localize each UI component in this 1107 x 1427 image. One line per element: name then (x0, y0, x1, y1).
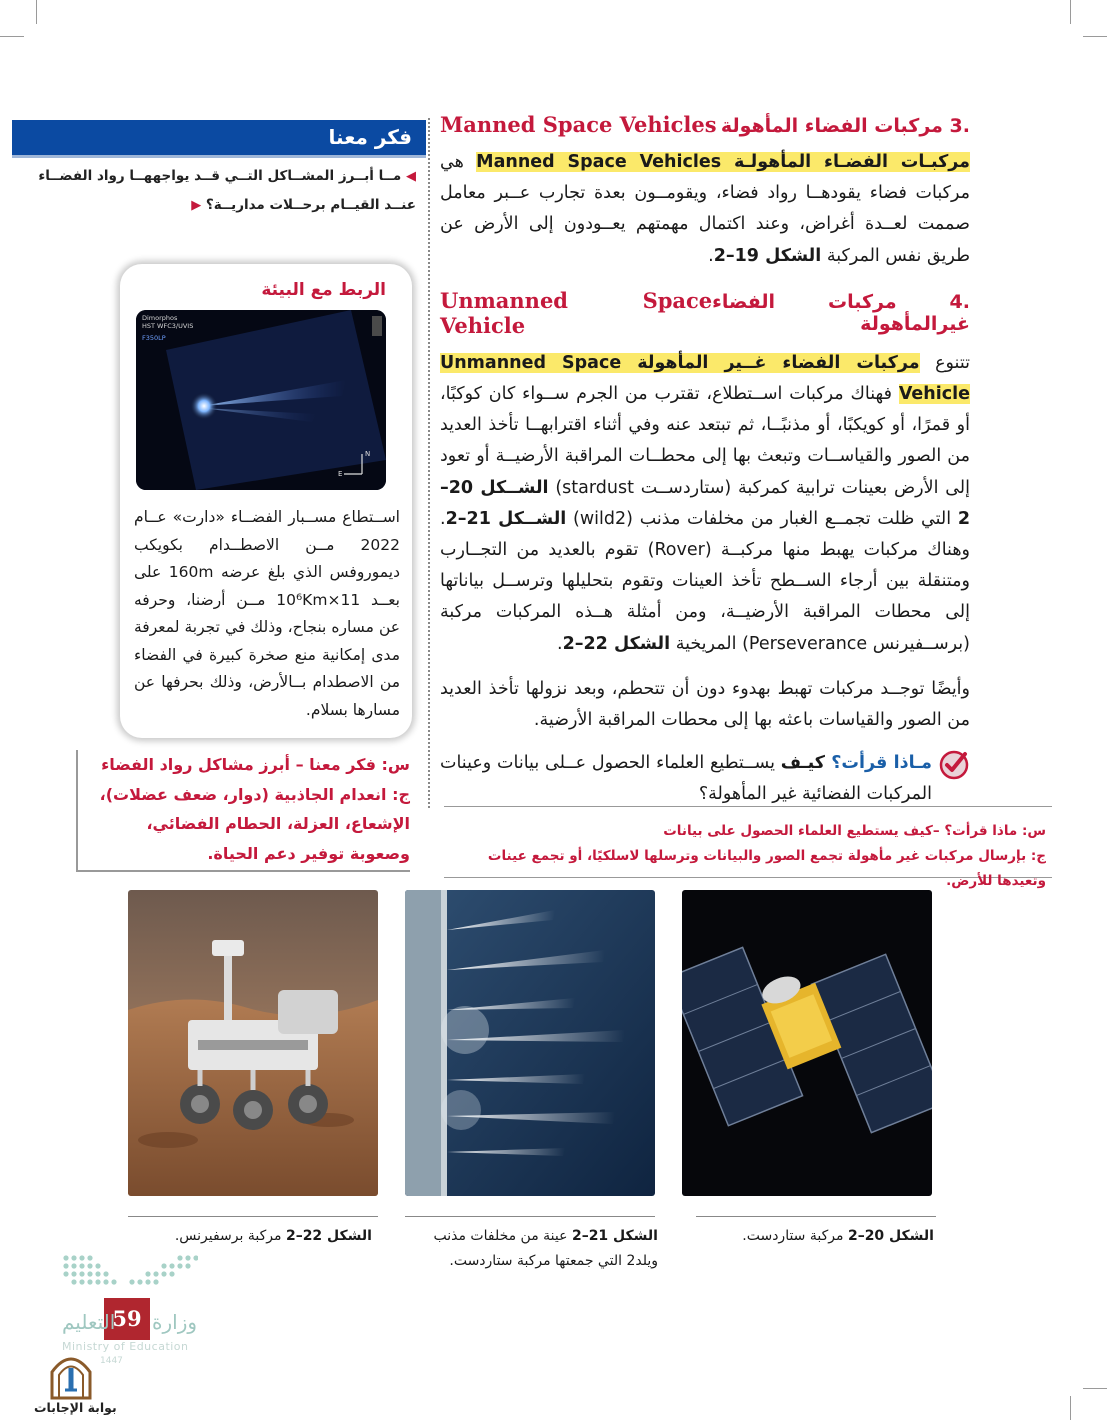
image-label: HST WFC3/UVIS (142, 322, 194, 330)
crop-mark (1070, 0, 1071, 24)
fig-ref: الشــكل 21–2 (445, 508, 567, 529)
section-4-title-ar: مركبات الفضاء غيرالمأهولة (712, 290, 970, 335)
column-divider (428, 118, 430, 808)
section-3-paragraph: مركبـات الفضـاء المأهولـة Manned Space Vehicles هي مركبات فضاء يقودهــا رواد فضاء، ويقومــون بعدة تجارب عــبر معامل صممت لعــدة أغراض، وعند اكتمال مهمتهم يعــودون إلى الأرض عن طريق نفس المركبة الشكل 19–2. (440, 152, 970, 266)
section-3-title-en: Manned Space Vehicles (440, 112, 717, 137)
triangle-left-icon: ◀ (406, 169, 416, 184)
section-4-title-en: Unmanned Space Vehicle (440, 287, 713, 338)
crop-mark (1083, 36, 1107, 37)
ministry-year: 1447 (100, 1356, 123, 1366)
reading-check-question: يســتطيع العلماء الحصول عــلى بيانات وعينات المركبات الفضائية غير المأهولة؟ (440, 753, 932, 805)
think-with-us-header: فكر معنا (12, 120, 426, 158)
section-4-paragraph-2: وأيضًا توجــد مركبات تهبط بهدوء دون أن تتحطم، وبعد نزولها تأخذ العديد من الصور والقياسات باعثه بها إلى محطات المراقبة الأرضية. (440, 678, 970, 731)
caption-divider (128, 1216, 378, 1217)
figure-21-caption: الشكل 21–2 عينة من مخلفات مذنب ويلد2 التي جمعتها مركبة ستاردست. (433, 1228, 658, 1269)
figure-22-caption: الشكل 22–2 مركبة برسفيرنس. (174, 1228, 372, 1244)
crop-mark (1070, 1396, 1071, 1420)
think-answer-question: س: فكر معنا – أبرز مشاكل رواد الفضاء (101, 755, 410, 774)
perseverance-rover-photo (128, 890, 378, 1196)
image-label: Dimorphos (142, 314, 178, 322)
manned-term: مركبـات الفضـاء المأهولـة Manned Space Vehicles (476, 152, 970, 172)
fig-ref: الشكل 22–2 (562, 633, 671, 654)
comet-dust-sample-photo (405, 890, 655, 1196)
section-3-heading (440, 112, 970, 137)
checkmark-icon (938, 748, 970, 780)
fig-ref: الشــكل 20–2 (440, 477, 971, 529)
crop-mark (36, 0, 37, 24)
section-4-number: .4 (949, 290, 970, 313)
page-number: 59 (104, 1298, 150, 1340)
section-4-heading (440, 288, 970, 338)
section-4-paragraph: تتنوع مركبات الفضاء غــير المأهولة Unmanned Space Vehicle فهناك مركبات اســتطلاع، تقترب من الجرم ســواء كان كوكبًا، أو قمرًا، أو كويكبًا، أو مذنبًــا، ثم تبتعد عنه وفي أثناء اقترابهــا تأخذ العديد من الصور والقياســات وتبعث بها إلى محطــات المراقبة الأرضيــة أو تعود إلى الأرض بعينات ترابية كمركبة (ستاردســت stardust) الشــكل 20–2 التي ظلت تجمــع الغبار من مخلفات مذنب (wild2) الشــكل 21–2. وهناك مركبات يهبط منها مركبــة (Rover) تقوم بالعديد من التجــارب ومتنقلة بين أرجاء الســطح تأخذ العينات وتقوم بتحليلها وترســل بياناتها إلى محطات المراقبة الأرضيــة، ومن أمثلة هــذه المركبات مركبة (برســفيرنس Perseverance) المريخية الشكل 22–2. (440, 352, 971, 654)
caption-divider (696, 1216, 936, 1217)
image-label: F350LP (142, 334, 166, 342)
answer-box (444, 806, 1052, 889)
section-3-number: .3 (949, 115, 970, 137)
gate-logo-icon (48, 1350, 94, 1400)
ministry-name-ar: التعليم (62, 1310, 116, 1334)
crop-mark (1083, 1388, 1107, 1389)
ministry-name-ar: وزارة (152, 1310, 198, 1334)
section-3-title-ar: مركبات الفضاء المأهولة (720, 115, 943, 137)
site-name: بوابة الإجابات (34, 1400, 117, 1415)
ministry-name-en: Ministry of Education (62, 1340, 189, 1353)
environment-text: اســتطاع مســبار الفضــاء «دارت» عــام 2022 مــن الاصطــدام بكويكب ديموروفس الذي بلغ عرضه 160m على بعــد 11×10⁶Km مــن أرضنا، وحرفه عن مساره بنجاح، وذلك في تجربة لمعرفة مدى إمكانية منع صخرة كبيرة في الفضاء من الاصطدام بــالأرض، وذلك بحرفها عن مسارها بسلام. (134, 508, 400, 719)
caption-divider (405, 1216, 655, 1217)
stardust-spacecraft-photo (682, 890, 932, 1196)
environment-title: الربط مع البيئة (261, 280, 386, 300)
think-answer-text: ج: انعدام الجاذبية (دوار، ضعف عضلات)، الإشعاع، العزلة، الحطام الفضائي، وصعوبة توفير دعم الحياة. (99, 784, 410, 863)
dimorphos-plume-image (136, 310, 386, 490)
think-question: ◀ مــا أبــرز المشــاكل التــي قــد يواجههــا رواد الفضــاء عنــد القيــام برحــلات مداريــة؟ ▶ (38, 168, 416, 213)
east-label: E (338, 470, 343, 478)
reading-check-label: مـاذا قرأت؟ (831, 753, 932, 774)
unmanned-term: مركبات الفضاء غــير المأهولة Unmanned Space Vehicle (440, 352, 970, 405)
figure-20-caption: الشكل 20–2 مركبة ستاردست. (742, 1228, 934, 1244)
answer-text: ج: بإرسال مركبات غير مأهولة تجمع الصور والبيانات وترسلها لاسلكيًا، أو تجمع عينات وتعيدها للأرض. (487, 848, 1046, 889)
environment-card (120, 264, 412, 738)
main-column (440, 112, 970, 810)
dimorphos-image (136, 310, 386, 490)
crop-mark (0, 36, 24, 37)
think-answer (76, 750, 410, 872)
ministry-logo-dots (62, 1252, 198, 1292)
answer-question: س: ماذا قرأت؟ –كيف يستطيع العلماء الحصول على بيانات (663, 823, 1046, 839)
reading-check: مـاذا قرأت؟ كيـف يســتطيع العلماء الحصول عــلى بيانات وعينات المركبات الفضائية غير المأهولة؟ (440, 748, 970, 810)
fig-ref: الشكل 19–2 (713, 245, 822, 266)
north-label: N (365, 450, 371, 458)
triangle-right-icon: ▶ (191, 198, 202, 213)
